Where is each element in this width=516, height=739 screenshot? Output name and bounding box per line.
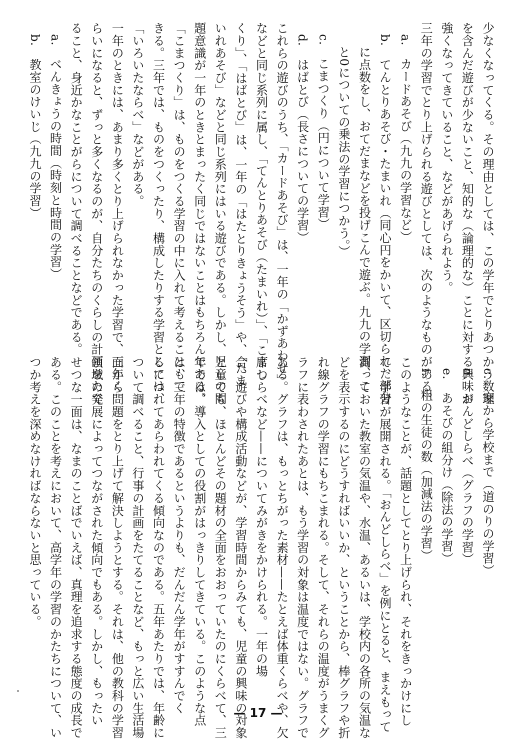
text-block-top <box>22 22 498 405</box>
text-line: 三年の学習でとり上げられる遊びとしては、次のようなものがある。 <box>419 22 434 405</box>
text-line: b. てんとりあそび・たまいれ（同心円をかいて、区切られた部分 <box>378 34 393 405</box>
text-line: ある。グラフは、もっとちがった素材——たとえば体重くらべや、欠 <box>275 356 290 739</box>
text-line: 面から問題をとり上げて解決しようとする。それは、他の教科の学習 <box>110 356 125 739</box>
text-line: 合、遊びや構成活動などが、学習時間からみても、児童の興味の対象 <box>233 356 248 739</box>
text-line: くり」、「はばとび」は、一年の「はたとりきょうそう」や、「たま <box>233 22 248 387</box>
text-line: これらの遊びのうち、「カードあそび」は、一年の「かずあわせ」 <box>275 22 290 387</box>
text-line: c. 家から学校まで（道のりの学習） <box>481 368 495 577</box>
text-line: せつな一面は、なまのことばでいえば、真理を追求する態度の成長で <box>69 356 84 739</box>
text-line: らいになると、ずっと多くなるのが、自分たちのくらしの計画をたて <box>89 22 104 405</box>
text-line: 領域の発展によってつながされた傾向でもある。しかし、もったい <box>89 356 104 727</box>
text-line: d. はばとび（長さについての学習） <box>295 34 310 244</box>
scan-speck <box>17 690 19 692</box>
text-line: れ線グラフの学習にもちこまれる。そして、それらの温度がうまくグ <box>316 356 331 739</box>
text-line: に点数をし、おてだまなどを投げこんで遊ぶ。九九の学習、こ <box>357 46 372 392</box>
text-line: このようなことが、話題としてとり上げられ、それをきっかけにし <box>398 356 413 727</box>
text-line: 少なくなってくる。その理由としては、この学年でとりあつかう数理 <box>481 22 495 405</box>
text-line: d. おんどしらべ（グラフの学習） <box>460 368 475 566</box>
text-line: e. あそびの組分け（除法の学習） <box>439 368 454 565</box>
text-line: ラフに表わされたあとは、もう学習の対象は温度ではない。グラフで <box>295 356 310 739</box>
text-line: b. 教室のけいじ（九九の学習） <box>27 34 42 220</box>
text-line: きる。三年では、ものをつくったり、構成したりする学習としては、 <box>151 22 166 405</box>
text-line: を含んだ遊びが少ないこと、知的な（論理的な）ことに対する興味が <box>460 22 475 405</box>
text-line: 一年のときには、あまり多くとり上げられなかった学習で、三年く <box>110 22 125 393</box>
text-line: 年では、導入としての役割がはっきりしてきている。このような点 <box>192 356 207 727</box>
text-line: は、三年の特徴であるというよりも、だんだん学年がすすんでく <box>172 356 187 715</box>
page-number: — 17 — <box>233 706 283 720</box>
text-line: a. べんきょうの時間（時刻と時間の学習） <box>48 34 63 281</box>
text-line: a. カードあそび（九九の学習など） <box>398 34 413 244</box>
text-line: ついて調べること、行事の計画をたてることなど、もっと広い生活場 <box>130 356 145 739</box>
text-line: 「いろいたならべ」などがある。 <box>130 22 145 208</box>
text-line: いれあそび」などと同じ系列にはいる遊びである。しかし、児童の問 <box>213 22 228 405</box>
text-line: 題意識が一年のときとまったく同じではないことはもちろんである。 <box>192 22 207 405</box>
text-line: と0についての乗法の学習につかう。） <box>336 46 351 258</box>
text-line: どを表示するのにどうすればいいか、ということから、棒グラフや折 <box>336 356 351 739</box>
text-line: て、学習が展開される。「おんどしらべ」を例にとると、まえもって <box>378 356 393 733</box>
text-line: f. 粗の生徒の数（加減法の学習） <box>419 368 434 562</box>
text-line: 「こまつくり」は、ものをつくる学習の中に入れて考えることもで <box>172 22 187 393</box>
text-line: 強くなってきていること、などがあげられよう。 <box>439 22 454 294</box>
text-line: 席しらべなど——についてみがきをかけられる。一年の場 <box>254 356 269 678</box>
text-line: つか考えを深めなければならないと思っている。 <box>27 356 42 628</box>
text-line: などと同じ系列に属し、「てんとりあそび（たまいれ）」、「こまつ <box>254 22 269 381</box>
text-line: ること、身近かなことがらについて調べることなどである。 <box>69 22 84 356</box>
text-line: としても、ほとんどその題材の全面をおおっていたのにくらべて、三 <box>213 356 228 739</box>
text-line: るにつれてあらわれてくる傾向なのである。五年あたりでは、年齢に <box>151 356 166 739</box>
text-line: c. こまつくり（円について学習） <box>316 34 331 231</box>
text-line: 測っておいた教室の気温や、水温、あるいは、学校内の各所の気温な <box>357 356 372 739</box>
text-line: ある。このことを考えにおいて、高学年の学習のかたちについて、い <box>48 356 63 739</box>
